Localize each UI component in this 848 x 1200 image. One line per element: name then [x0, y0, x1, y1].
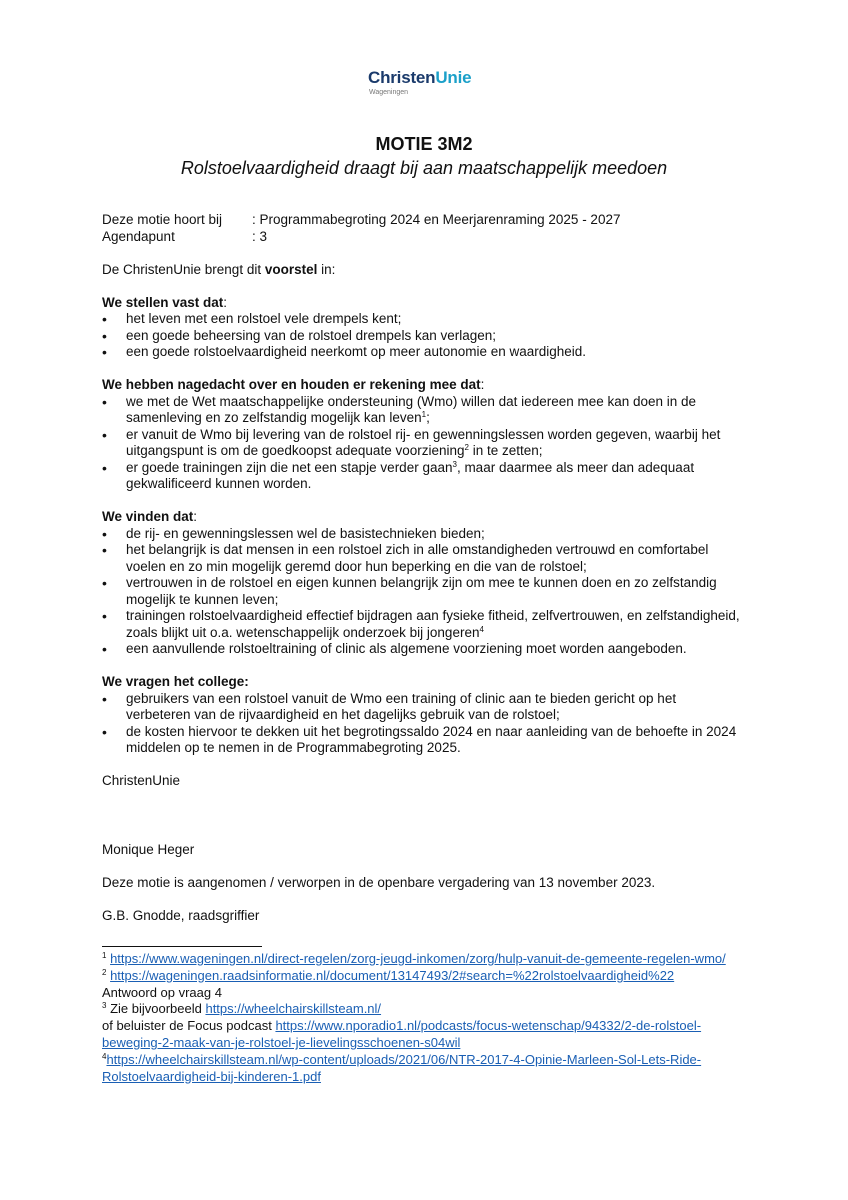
christenunie-logo [368, 68, 488, 97]
meta-value: : Programmabegroting 2024 en Meerjarenraming 2025 - 2027 [252, 212, 621, 227]
footnote-4: $^4$https://wheelchairskillsteam.nl/wp-content/uploads/2021/06/NTR-2017-4-Opinie-Marleen-Sol-Lets-Ride-Rolstoelvaardigheid-bij-kinderen-1.pdf [102, 1051, 702, 1084]
list-item: • de rij- en gewenningslessen wel de basistechnieken bieden; [102, 526, 742, 543]
footnotes [102, 951, 742, 1085]
meta-label: Deze motie hoort bij [102, 212, 223, 227]
list-item: • we met de Wet maatschappelijke ondersteuning (Wmo) willen dat iedereen mee kan doen in de samenleving en zo zelfstandig mogelijk kan leven$^1$; [102, 394, 742, 427]
footnote-ref: 3 [452, 459, 457, 469]
footnote-3-extra: of beluister de Focus podcast https://www.nporadio1.nl/podcasts/focus-wetenschap/94332/2-de-rolstoel-beweging-2-maak-van-je-rolstoel-je-lievelingsschoenen-s04wil [102, 1018, 702, 1050]
footnote-ref: 4 [479, 624, 484, 634]
meta-value: : 3 [252, 228, 268, 244]
section-vinden: We vinden dat: • de rij- en gewenningslessen wel de basistechnieken bieden; • het belangrijk is dat mensen in een rolstoel zich in alle omstandigheden vertrouwd en comfortabel voelen en zo min mogelijk geremd door hun beperking en die van de rolstoel; • vertrouwen in de rolstoel en eigen kunnen belangrijk zijn om mee te kunnen doen en zo zelfstandig mogelijk te kunnen leven; • trainingen rolstoelvaardigheid effectief bijdragen aan fysieke fitheid, zelfvertrouwen, en zelfstandigheid, zoals blijkt uit o.a. wetenschappelijk onderzoek bij jongeren$^4$ • een aanvullende rolstoeltraining of clinic als algemene voorziening moet worden aangeboden. [102, 509, 742, 658]
footnote-link[interactable]: https://www.nporadio1.nl/podcasts/focus-wetenschap/94332/2-de-rolstoel-beweging-2-maak-van-je-rolstoel-je-lievelingsschoenen-s04wil [102, 1018, 702, 1050]
list-item: • vertrouwen in de rolstoel en eigen kunnen belangrijk zijn om mee te kunnen doen en zo zelfstandig mogelijk te kunnen leven; [102, 575, 742, 608]
party-name: ChristenUnie [102, 773, 181, 788]
list-item: • trainingen rolstoelvaardigheid effectief bijdragen aan fysieke fitheid, zelfvertrouwen, en zelfstandigheid, zoals blijkt uit o.a. wetenschappelijk onderzoek bij jongeren$^4$ [102, 608, 742, 641]
footnote-link[interactable]: https://wheelchairskillsteam.nl/ [205, 1001, 382, 1017]
section-title: We vragen het college: [102, 674, 249, 689]
list-item: • een goede rolstoelvaardigheid neerkomt op meer autonomie en waardigheid. [102, 344, 742, 361]
motion-body [102, 212, 742, 925]
intro-line: De ChristenUnie brengt dit voorstel in: [102, 261, 336, 277]
motion-title: MOTIE 3M2 [375, 134, 473, 154]
logo-wordmark: ChristenUnie [368, 68, 472, 87]
motion-subtitle: Rolstoelvaardigheid draagt bij aan maatschappelijk meedoen [180, 158, 668, 178]
signer-name: Monique Heger [102, 842, 195, 857]
list-item: • er vanuit de Wmo bij levering van de rolstoel rij- en gewenningslessen worden gegeven, waarbij het uitgangspunt is om de goedkoopst adequate voorziening$^2$ in te zetten; [102, 427, 742, 460]
list-item: • de kosten hiervoor te dekken uit het begrotingssaldo 2024 en naar aanleiding van de behoefte in 2024 middelen op te nemen in de Programmabegroting 2025. [102, 724, 742, 757]
footnote-1: $^1$ https://www.wageningen.nl/direct-regelen/zorg-jeugd-inkomen/zorg/hulp-vanuit-de-gemeente-regelen-wmo/ [102, 951, 726, 966]
meta-row-agenda [102, 229, 742, 246]
list-item: • gebruikers van een rolstoel vanuit de Wmo een training of clinic aan te bieden gericht op het verbeteren van de rijvaardigheid en het dagelijks gebruik van de rolstoel; [102, 691, 742, 724]
section-vaststellen: We stellen vast dat: • het leven met een rolstoel vele drempels kent; • een goede beheersing van de rolstoel drempels kan verlagen; • een goede rolstoelvaardigheid neerkomt op meer autonomie en waardigheid. [102, 295, 742, 361]
footnote-separator [102, 946, 262, 947]
registrar-name: G.B. Gnodde, raadsgriffier [102, 908, 260, 923]
footnote-link[interactable]: https://www.wageningen.nl/direct-regelen/zorg-jeugd-inkomen/zorg/hulp-vanuit-de-gemeente-regelen-wmo/ [110, 951, 726, 966]
section-title: We vinden dat [102, 509, 194, 524]
section-title: We stellen vast dat [102, 294, 224, 310]
list-item: • er goede trainingen zijn die net een stapje verder gaan$^3$, maar daarmee als meer dan adequaat gekwalificeerd kunnen worden. [102, 460, 742, 493]
footnote-3: $^3$ Zie bijvoorbeeld https://wheelchairskillsteam.nl/ [102, 1001, 382, 1017]
footnote-ref: 1 [421, 410, 427, 419]
footnote-2: $^2$ https://wageningen.raadsinformatie.nl/document/13147493/2#search=%22rolstoelvaardigheid%22 [102, 967, 675, 983]
vote-status: Deze motie is aangenomen / verworpen in de openbare vergadering van 13 november 2023. [102, 875, 656, 890]
list-item: • het leven met een rolstoel vele drempels kent; [102, 311, 742, 328]
footnote-link[interactable]: https://wageningen.raadsinformatie.nl/document/13147493/2#search=%22rolstoelvaardigheid%22 [110, 967, 675, 983]
meta-row-budget [102, 212, 742, 229]
section-nagedacht: We hebben nagedacht over en houden er rekening mee dat: • we met de Wet maatschappelijke ondersteuning (Wmo) willen dat iedereen mee kan doen in de samenleving en zo zelfstandig mogelijk kan leven$^1$; • er vanuit de Wmo bij levering van de rolstoel rij- en gewenningslessen worden gegeven, waarbij het uitgangspunt is om de goedkoopst adequate voorziening$^2$ in te zetten; • er goede trainingen zijn die net een stapje verder gaan$^3$, maar daarmee als meer dan adequaat gekwalificeerd kunnen worden. [102, 377, 742, 493]
section-title: We hebben nagedacht over en houden er rekening mee dat [102, 377, 481, 392]
list-item: • een aanvullende rolstoeltraining of clinic als algemene voorziening moet worden aangeboden. [102, 641, 742, 658]
footnote-2-extra: Antwoord op vraag 4 [102, 984, 222, 1000]
list-item: • het belangrijk is dat mensen in een rolstoel zich in alle omstandigheden vertrouwd en comfortabel voelen en zo min mogelijk geremd door hun beperking en die van de rolstoel; [102, 542, 742, 575]
footnote-link[interactable]: https://wheelchairskillsteam.nl/wp-content/uploads/2021/06/NTR-2017-4-Opinie-Marleen-Sol-Lets-Ride-Rolstoelvaardigheid-bij-kinderen-1.pdf [102, 1051, 702, 1084]
logo-location: Wageningen [369, 89, 409, 96]
footnote-ref: 2 [464, 443, 469, 452]
list-item: • een goede beheersing van de rolstoel drempels kan verlagen; [102, 328, 742, 345]
meta-label: Agendapunt [102, 228, 175, 244]
title-block [0, 133, 848, 181]
section-vragen [102, 674, 742, 757]
